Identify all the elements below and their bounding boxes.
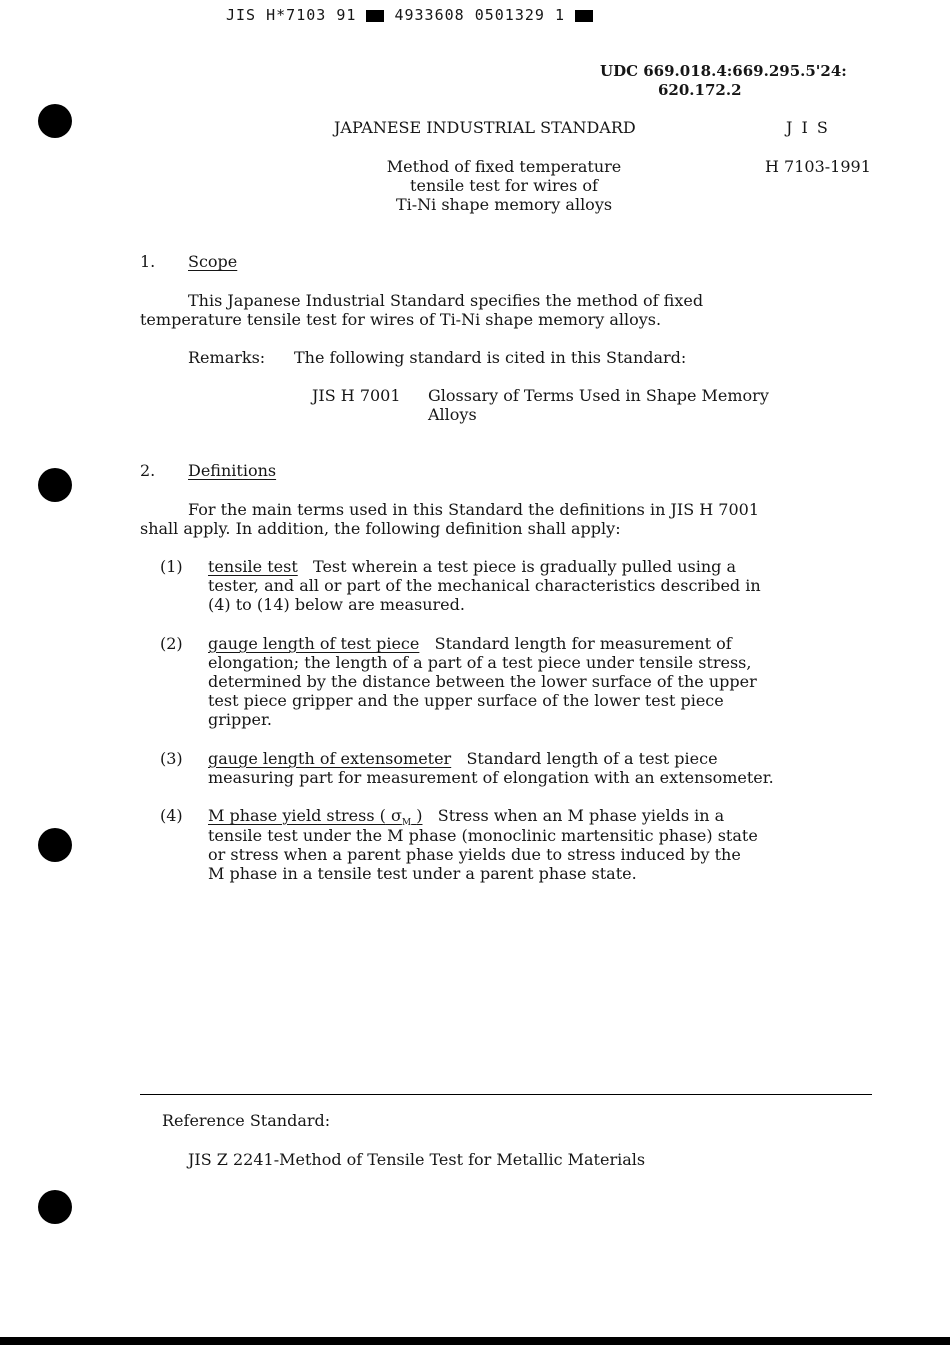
definitions-para-line-1: For the main terms used in this Standard the definitions in JIS H 7001 bbox=[188, 500, 759, 519]
def-3-line-1 bbox=[208, 749, 718, 768]
def-3-text-1: Standard length of a test piece bbox=[466, 749, 718, 768]
def-4-line-3: or stress when a parent phase yields due to stress induced by the bbox=[208, 845, 741, 864]
def-3-number: (3) bbox=[160, 749, 183, 768]
cited-code: JIS H 7001 bbox=[312, 386, 401, 405]
def-2-line-2: elongation; the length of a part of a test piece under tensile stress, bbox=[208, 653, 752, 672]
def-1-line-3: (4) to (14) below are measured. bbox=[208, 595, 465, 614]
def-2-number: (2) bbox=[160, 634, 183, 653]
udc-line-2: 620.172.2 bbox=[658, 81, 742, 99]
def-1-line-2: tester, and all or part of the mechanical characteristics described in bbox=[208, 576, 761, 595]
scope-number: 1. bbox=[140, 252, 156, 271]
def-1-term: tensile test bbox=[208, 557, 298, 576]
definitions-para-line-2: shall apply. In addition, the following definition shall apply: bbox=[140, 519, 621, 538]
def-2-line-3: determined by the distance between the lower surface of the upper bbox=[208, 672, 757, 691]
def-1-number: (1) bbox=[160, 557, 183, 576]
definitions-heading bbox=[188, 461, 276, 480]
def-2-line-5: gripper. bbox=[208, 710, 272, 729]
footnote-divider bbox=[140, 1094, 872, 1095]
header-code bbox=[226, 6, 593, 24]
remarks-text: The following standard is cited in this Standard: bbox=[294, 348, 687, 367]
def-2-text-1: Standard length for measurement of bbox=[434, 634, 732, 653]
title-line-2: tensile test for wires of bbox=[410, 176, 598, 195]
remarks-label: Remarks: bbox=[188, 348, 266, 367]
reference-text: JIS Z 2241-Method of Tensile Test for Metallic Materials bbox=[188, 1150, 646, 1169]
binder-hole-1 bbox=[38, 104, 72, 138]
scope-heading-text: Scope bbox=[188, 252, 238, 271]
standard-number: H 7103-1991 bbox=[765, 157, 871, 176]
def-1-text-1: Test wherein a test piece is gradually pulled using a bbox=[313, 557, 736, 576]
binder-hole-2 bbox=[38, 468, 72, 502]
def-2-line-4: test piece gripper and the upper surface of the lower test piece bbox=[208, 691, 724, 710]
standard-org: JAPANESE INDUSTRIAL STANDARD bbox=[334, 118, 636, 137]
header-block-mark bbox=[366, 10, 384, 22]
standard-jis: J I S bbox=[786, 118, 830, 137]
cited-title-line-2: Alloys bbox=[428, 405, 477, 424]
def-4-sigma-symbol: σ bbox=[391, 806, 402, 825]
header-block-mark-end bbox=[575, 10, 593, 22]
def-4-sigma-subscript: M bbox=[401, 818, 412, 829]
def-2-term: gauge length of test piece bbox=[208, 634, 420, 653]
title-line-3: Ti-Ni shape memory alloys bbox=[395, 195, 613, 214]
def-3-line-2: measuring part for measurement of elongation with an extensometer. bbox=[208, 768, 774, 787]
standard-title bbox=[370, 157, 638, 214]
page-bottom-edge bbox=[0, 1337, 950, 1345]
header-code-a: JIS H*7103 91 bbox=[226, 6, 357, 24]
def-4-line-4: M phase in a tensile test under a parent phase state. bbox=[208, 864, 637, 883]
title-line-1: Method of fixed temperature bbox=[386, 157, 622, 176]
reference-label: Reference Standard: bbox=[162, 1111, 331, 1130]
def-1-line-1 bbox=[208, 557, 736, 576]
def-4-term-close: ) bbox=[416, 806, 423, 825]
binder-hole-3 bbox=[38, 828, 72, 862]
definitions-number: 2. bbox=[140, 461, 156, 480]
def-4-line-2: tensile test under the M phase (monoclinic martensitic phase) state bbox=[208, 826, 758, 845]
def-4-text-1: Stress when an M phase yields in a bbox=[437, 806, 725, 825]
header-code-b: 4933608 0501329 1 bbox=[394, 6, 565, 24]
scope-para-line-1: This Japanese Industrial Standard specifies the method of fixed bbox=[188, 291, 704, 310]
def-4-number: (4) bbox=[160, 806, 183, 825]
def-2-line-1 bbox=[208, 634, 732, 653]
def-4-term-text: M phase yield stress ( bbox=[208, 806, 386, 825]
def-4-term bbox=[208, 806, 423, 829]
scope-para-line-2: temperature tensile test for wires of Ti-Ni shape memory alloys. bbox=[140, 310, 662, 329]
udc-line-1: UDC 669.018.4:669.295.5'24: bbox=[600, 62, 847, 80]
definitions-heading-text: Definitions bbox=[188, 461, 277, 480]
def-3-term: gauge length of extensometer bbox=[208, 749, 452, 768]
binder-hole-4 bbox=[38, 1190, 72, 1224]
cited-title-line-1: Glossary of Terms Used in Shape Memory bbox=[428, 386, 769, 405]
scope-heading bbox=[188, 252, 237, 271]
